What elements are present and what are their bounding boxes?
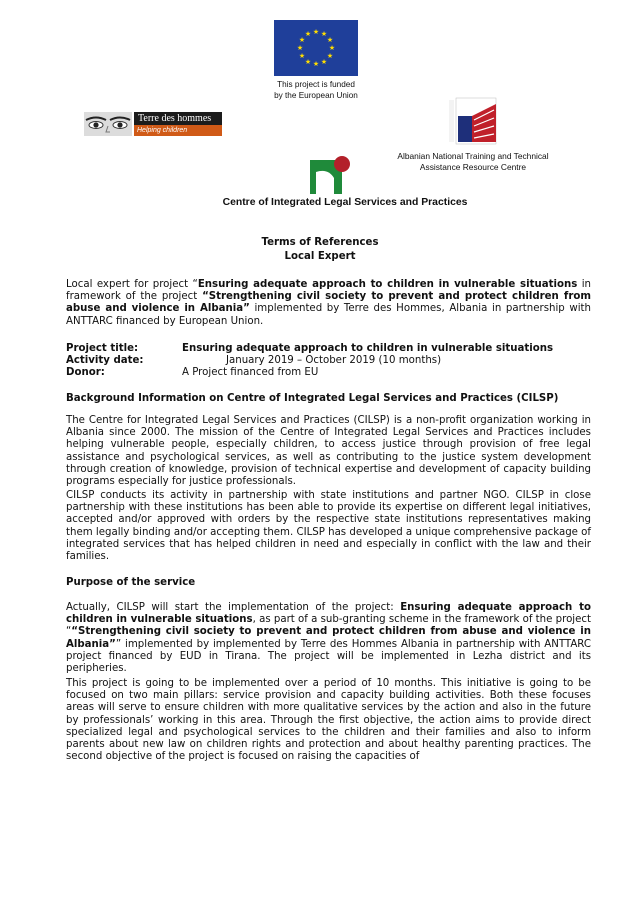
purpose-text-2: , as part of a sub-granting scheme in the framework of the project “ (66, 614, 592, 638)
svg-text:★: ★ (298, 52, 306, 60)
tdh-eyes-image (84, 112, 132, 136)
svg-text:★: ★ (298, 36, 306, 44)
svg-text:★: ★ (296, 44, 304, 52)
svg-text:★: ★ (326, 52, 334, 60)
anttarc-caption-line2: Assistance Resource Centre (419, 162, 527, 172)
activity-date-value: January 2019 – October 2019 (10 months) (226, 355, 442, 366)
donor-value: A Project financed from EU (182, 367, 319, 378)
terre-des-hommes-logo (84, 112, 222, 145)
eu-flag-logo (274, 20, 358, 76)
title-line1: Terms of References (261, 237, 379, 248)
svg-text:★: ★ (320, 30, 328, 38)
intro-text-1: Local expert for project “ (66, 279, 198, 290)
purpose-text-3: ” implemented by implemented by Terre des Hommes Albania in partnership with ANTTARC project financed by EUD in Tirana. The project will be implemented in Lezha district and its peripheries. (66, 638, 591, 675)
anttarc-caption (375, 151, 571, 173)
intro-parent-project: “Strengthening civil society to prevent and protect children from abuse and violence in Albania” (66, 291, 592, 315)
background-paragraph-1: The Centre for Integrated Legal Services and Practices (CILSP) is a non-profit organization working in Albania since 2000. The mission of the Centre of Integrated Legal Services and Practices includes helping vulnerable people, especially children, to access justice through provision of free legal assistance and psychological services, as well as contributing to the justice system development through creation of knowledge, provision of technical expertise and development of capacity building programs especially for justice professionals. (66, 415, 591, 488)
anttarc-logo (446, 96, 498, 146)
intro-text-2: in framework of the project (66, 279, 592, 303)
intro-project-name: Ensuring adequate approach to children in vulnerable situations (197, 279, 578, 290)
activity-date-label: Activity date: (66, 355, 144, 366)
svg-text:★: ★ (328, 44, 336, 52)
project-title-value: Ensuring adequate approach to children in vulnerable situations (182, 343, 554, 354)
cilsp-logo (308, 154, 352, 196)
eu-caption-line2: by the European Union (274, 91, 358, 100)
purpose-paragraph-2: This project is going to be implemented over a period of 10 months. This initiative is going to be focused on two main pillars: service provision and capacity building activities. Both these focuses areas will serve to ensure children with more qualitative services by the action and also in the future by professionals’ working in this area. Through the first objective, the action aims to provide direct specialized legal and psychological services to the children and their families and also to inform parents about new law on children rights and protection and about healthy parenting practices. The second objective of the project is focused on raising the capacities of (66, 678, 591, 763)
intro-paragraph (66, 279, 591, 328)
purpose-project-name: Ensuring adequate approach to children in vulnerable situations (66, 602, 591, 626)
svg-text:★: ★ (326, 36, 334, 44)
eu-caption-line1: This project is funded (277, 80, 355, 89)
tdh-tagline: Helping children worldwide. (134, 125, 222, 136)
document-title (0, 236, 640, 264)
svg-text:★: ★ (304, 30, 312, 38)
intro-text-3: implemented by Terre des Hommes, Albania in partnership with ANTTARC financed by European Union. (66, 303, 591, 327)
purpose-parent-project: “Strengthening civil society to prevent and protect children from abuse and violence in Albania” (66, 626, 591, 650)
svg-text:★: ★ (312, 60, 320, 68)
purpose-text-1: Actually, CILSP will start the implementation of the project: (66, 602, 401, 613)
tdh-name: Terre des hommes (134, 112, 222, 125)
eu-stars-icon (274, 20, 358, 76)
svg-text:★: ★ (312, 28, 320, 36)
background-paragraph-2: CILSP conducts its activity in partnership with state institutions and partner NGO. CILSP in close partnership with these institutions has been able to provide its expertise on different legal initiatives, accepted and/or approved with orders by the respective state institutions representatives making them legally binding and/or accepting them. CILSP has developed a unique comprehensive package of integrated services that has helped children in need and especially in conflict with the law and their families. (66, 490, 591, 563)
project-title-label: Project title: (66, 343, 139, 354)
purpose-paragraph-1 (66, 602, 591, 675)
anttarc-caption-line1: Albanian National Training and Technical (397, 151, 549, 161)
svg-text:★: ★ (320, 58, 328, 66)
background-heading: Background Information on Centre of Integrated Legal Services and Practices (CILSP) (66, 393, 559, 404)
cilsp-name: Centre of Integrated Legal Services and Practices (222, 197, 468, 208)
donor-label: Donor: (66, 367, 105, 378)
title-line2: Local Expert (284, 251, 356, 262)
purpose-heading: Purpose of the service (66, 577, 196, 588)
eu-funding-caption (250, 79, 382, 101)
svg-text:★: ★ (304, 58, 312, 66)
